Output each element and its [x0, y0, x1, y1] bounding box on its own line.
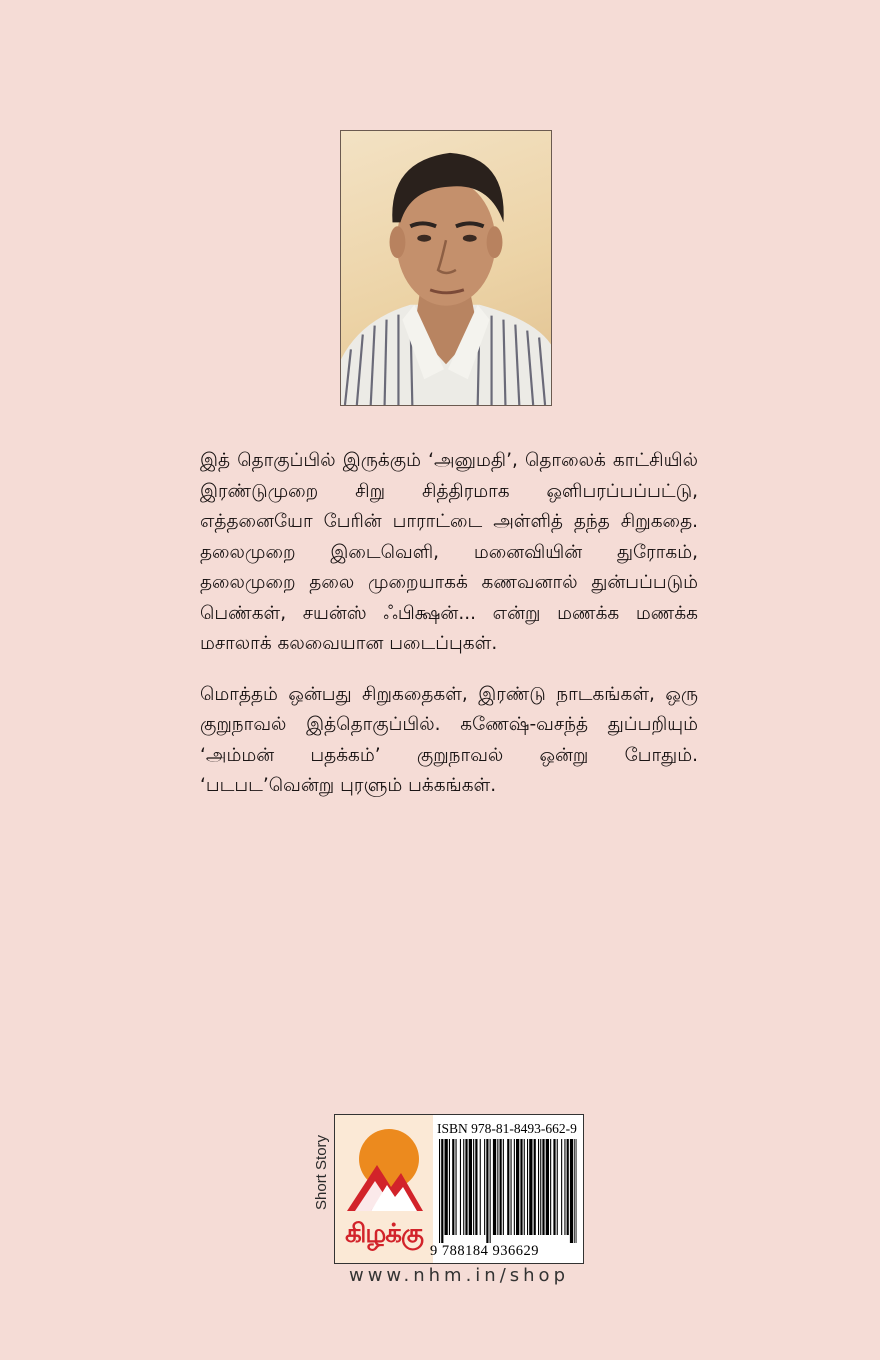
genre-label: Short Story: [313, 1134, 330, 1210]
publisher-logo-text: கிழக்கு: [345, 1219, 423, 1249]
isbn-label: ISBN 978-81-8493-662-9: [437, 1121, 577, 1136]
isbn-digits: 9 788184 936629: [430, 1243, 539, 1259]
blurb-paragraph-2: மொத்தம் ஒன்பது சிறுகதைகள், இரண்டு நாடகங்கள், ஒரு குறுநாவல் இத்தொகுப்பில். கணேஷ்-வசந்த் துப்பறியும் ‘அம்மன் பதக்கம்’ குறுநாவல் ஒன்று போதும். ‘படபட’வென்று புரளும் பக்கங்கள்.: [200, 683, 698, 796]
author-photo: [340, 130, 552, 406]
blurb-paragraph-1: இத் தொகுப்பில் இருக்கும் ‘அனுமதி’, தொலைக் காட்சியில் இரண்டுமுறை சிறு சித்திரமாக ஒளிபரப்பப்பட்டு, எத்தனையோ பேரின் பாராட்டை அள்ளித் தந்த சிறுகதை. தலைமுறை இடைவெளி, மனைவியின் துரோகம், தலைமுறை தலை முறையாகக் கணவனால் துன்பப்படும் பெண்கள், சயன்ஸ் ஃபிக்ஷன்... என்று மணக்க மணக்க மசாலாக் கலவையான படைப்புகள்.: [200, 450, 698, 654]
barcode-panel: [334, 1114, 584, 1264]
publisher-logo: [335, 1115, 433, 1263]
barcode: [439, 1139, 577, 1243]
website-url: www.nhm.in/shop: [348, 1265, 569, 1286]
sun-mountain-icon: [341, 1125, 427, 1221]
blurb-text: [200, 446, 698, 822]
